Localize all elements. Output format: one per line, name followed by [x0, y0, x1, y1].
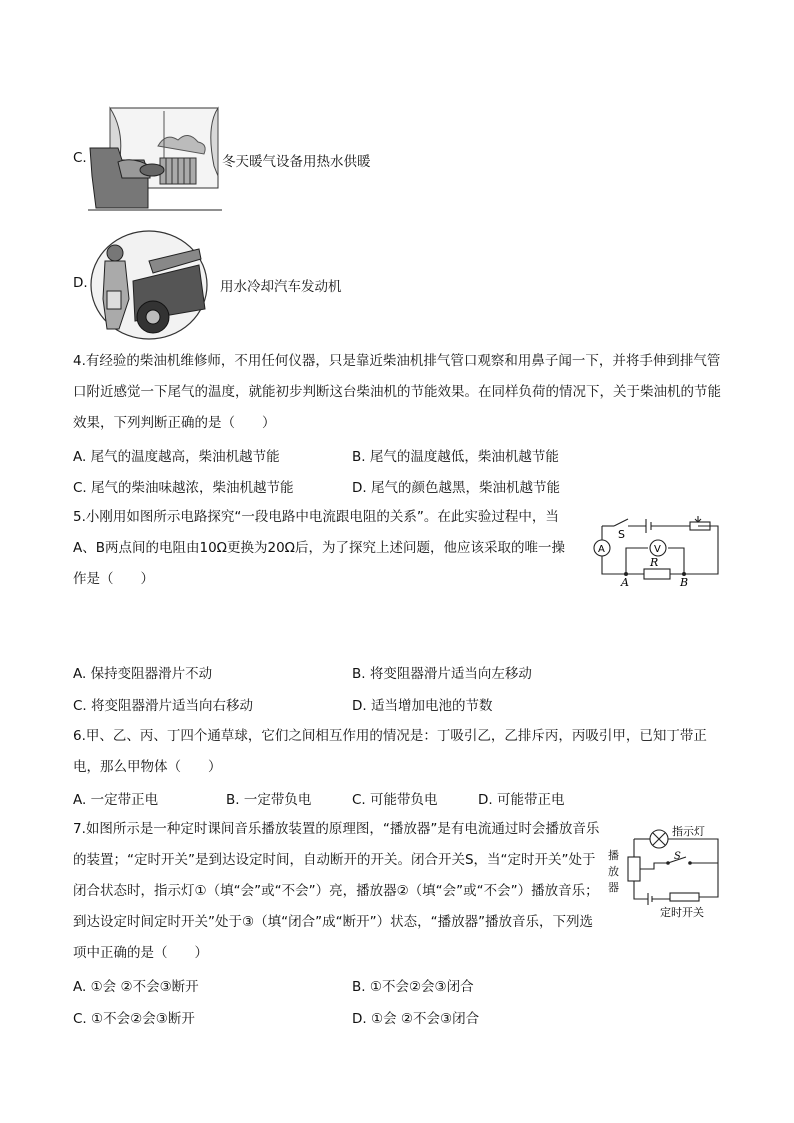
q7-option-b: B. ①不会②会③闭合	[352, 979, 474, 995]
q5-point-a-label: A	[621, 576, 629, 588]
q3-option-c-letter: C.	[73, 150, 87, 166]
q4-option-c: C. 尾气的柴油味越浓，柴油机越节能	[73, 480, 294, 496]
car-engine-illustration	[89, 229, 209, 341]
q4-option-a: A. 尾气的温度越高，柴油机越节能	[73, 449, 280, 465]
q3-option-d-letter: D.	[73, 275, 88, 291]
q7-option-d: D. ①会 ②不会③闭合	[352, 1011, 480, 1027]
q7-lamp-label: 指示灯	[672, 825, 705, 838]
q4-option-d: D. 尾气的颜色越黑，柴油机越节能	[352, 480, 560, 496]
q5-ammeter-label: A	[598, 544, 605, 555]
q5-voltmeter-label: V	[654, 544, 661, 555]
q7-timer-label: 定时开关	[660, 906, 704, 919]
q6-option-a: A. 一定带正电	[73, 792, 159, 808]
q5-switch-label: S	[618, 528, 625, 541]
q4-stem: 4.有经验的柴油机维修师，不用任何仪器，只是靠近柴油机排气管口观察和用鼻子闻一下，并将手伸到排气管口附近感觉一下尾气的温度，就能初步判断这台柴油机的节能效果。在同样负荷的情况下，关于柴油机的节能效果，下列判断正确的是（ ）	[73, 353, 721, 431]
q7-option-c: C. ①不会②会③断开	[73, 1011, 195, 1027]
q7-player-label: 播放器	[608, 849, 619, 894]
heating-room-illustration	[88, 106, 222, 212]
q6-option-d: D. 可能带正电	[478, 792, 565, 808]
q5-point-b-label: B	[680, 576, 689, 588]
q6-option-c: C. 可能带负电	[352, 792, 438, 808]
q7-stem: 7.如图所示是一种定时课间音乐播放装置的原理图，“播放器”是有电流通过时会播放音乐的装置；“定时开关”是到达设定时间，自动断开的开关。闭合开关S，当“定时开关”处于闭合状态时，指示灯①（填“会”或“不会”）亮，播放器②（填“会”或“不会”）播放音乐；到达设定时间定时开关”处于③（填“闭合”成“断开”）状态，“播放器”播放音乐，下列选项中正确的是（ ）	[73, 821, 600, 961]
q7-circuit-diagram	[604, 823, 724, 923]
q3-option-c-caption: 冬天暖气设备用热水供暖	[222, 154, 371, 170]
q5-option-b: B. 将变阻器滑片适当向左移动	[352, 666, 532, 682]
q6-stem: 6.甲、乙、丙、丁四个通草球，它们之间相互作用的情况是：丁吸引乙，乙排斥丙，丙吸引甲，已知丁带正电，那么甲物体（ ）	[73, 728, 707, 775]
q4-option-b: B. 尾气的温度越低，柴油机越节能	[352, 449, 559, 465]
q5-circuit-diagram	[590, 508, 722, 588]
q6-option-b: B. 一定带负电	[226, 792, 312, 808]
q7-option-a: A. ①会 ②不会③断开	[73, 979, 199, 995]
q5-option-d: D. 适当增加电池的节数	[352, 698, 493, 714]
q5-resistor-label: R	[650, 556, 659, 569]
q3-option-d-caption: 用水冷却汽车发动机	[220, 279, 342, 295]
q5-stem: 5.小刚用如图所示电路探究“一段电路中电流跟电阻的关系”。在此实验过程中，当A、B两点间的电阻由10Ω更换为20Ω后，为了探究上述问题，他应该采取的唯一操作是（ ）	[73, 509, 565, 587]
q7-switch-label: S	[674, 851, 681, 862]
q5-option-c: C. 将变阻器滑片适当向右移动	[73, 698, 254, 714]
q5-option-a: A. 保持变阻器滑片不动	[73, 666, 213, 682]
